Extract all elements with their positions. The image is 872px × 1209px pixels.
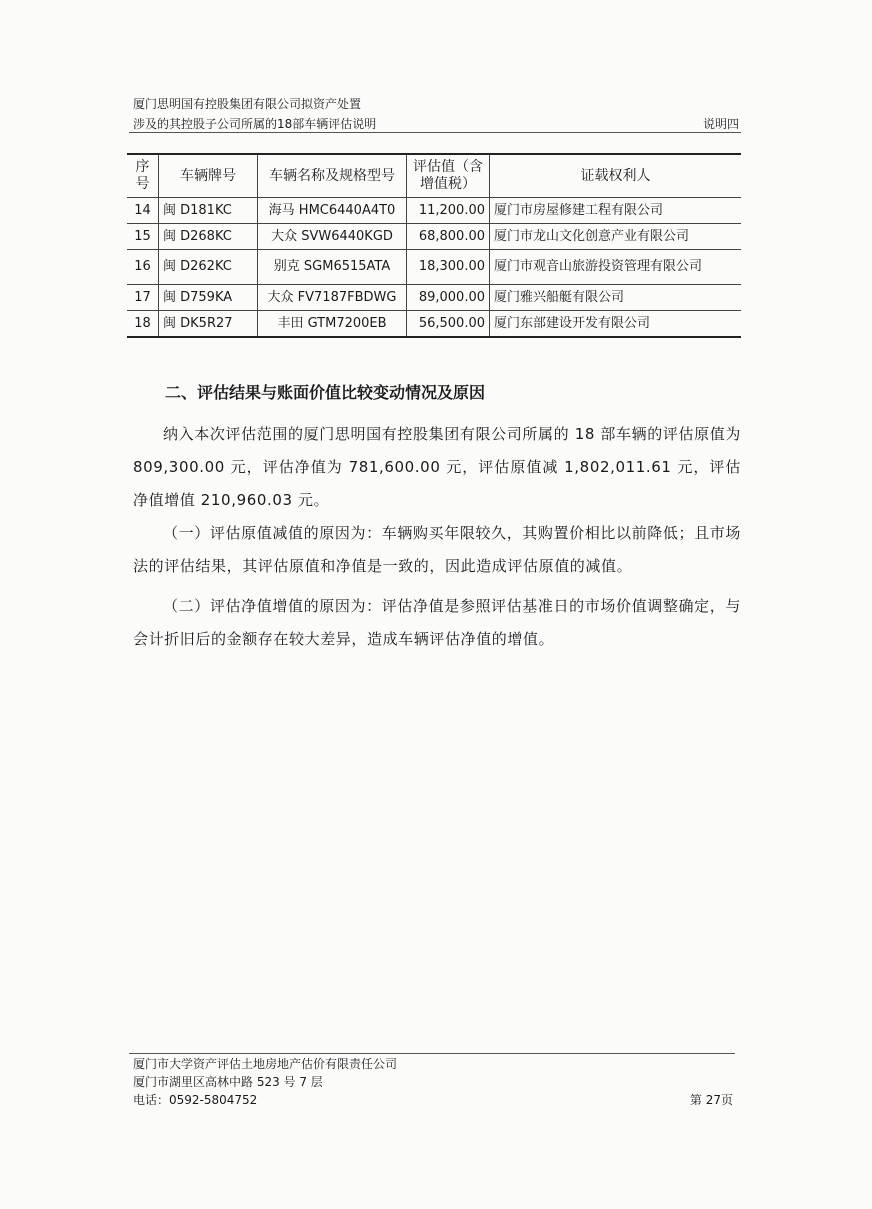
cell-plate: 闽 D181KC <box>159 198 258 224</box>
col-header-owner: 证载权利人 <box>490 154 742 198</box>
page-footer <box>133 1055 733 1109</box>
header-section-label: 说明四 <box>702 117 739 131</box>
cell-owner: 厦门雅兴船艇有限公司 <box>490 285 742 311</box>
footer-company: 厦门市大学资产评估土地房地产估价有限责任公司 <box>133 1057 398 1071</box>
cell-owner: 厦门市房屋修建工程有限公司 <box>490 198 742 224</box>
cell-plate: 闽 D268KC <box>159 224 258 250</box>
cell-owner: 厦门东部建设开发有限公司 <box>490 311 742 338</box>
header-title-line1: 厦门思明国有控股集团有限公司拟资产处置 <box>133 97 362 111</box>
paragraph-summary <box>133 418 741 517</box>
paragraph-original-value-reason <box>133 517 741 583</box>
cell-no: 15 <box>127 224 159 250</box>
cell-model: 海马 HMC6440A4T0 <box>258 198 407 224</box>
table-row <box>127 224 741 250</box>
cell-no: 17 <box>127 285 159 311</box>
page-header <box>133 94 739 134</box>
table-row <box>127 311 741 338</box>
cell-value: 18,300.00 <box>407 250 490 285</box>
cell-no: 16 <box>127 250 159 285</box>
paragraph-original-value-text: （一）评估原值减值的原因为：车辆购买年限较久，其购置价相比以前降低；且市场法的评估结果，其评估原值和净值是一致的，因此造成评估原值的减值。 <box>133 524 741 575</box>
col-header-model: 车辆名称及规格型号 <box>258 154 407 198</box>
cell-plate: 闽 D759KA <box>159 285 258 311</box>
paragraph-summary-text: 纳入本次评估范围的厦门思明国有控股集团有限公司所属的 18 部车辆的评估原值为 809,300.00 元，评估净值为 781,600.00 元，评估原值减 1,802,011.61 元，评估净值增值 210,960.03 元。 <box>133 425 741 509</box>
cell-value: 68,800.00 <box>407 224 490 250</box>
col-header-value: 评估值（含增值税） <box>407 154 490 198</box>
header-title-line2: 涉及的其控股子公司所属的18部车辆评估说明 <box>133 117 377 131</box>
cell-model: 丰田 GTM7200EB <box>258 311 407 338</box>
cell-value: 56,500.00 <box>407 311 490 338</box>
cell-value: 11,200.00 <box>407 198 490 224</box>
table-row <box>127 285 741 311</box>
cell-model: 别克 SGM6515ATA <box>258 250 407 285</box>
cell-owner: 厦门市龙山文化创意产业有限公司 <box>490 224 742 250</box>
footer-phone: 电话：0592-5804752 <box>133 1093 258 1107</box>
footer-address: 厦门市湖里区高林中路 523 号 7 层 <box>133 1075 323 1089</box>
section-heading: 二、评估结果与账面价值比较变动情况及原因 <box>165 383 486 402</box>
page-number: 第 27页 <box>689 1093 733 1107</box>
paragraph-net-value-reason <box>133 590 741 656</box>
footer-divider <box>129 1053 735 1054</box>
table-row <box>127 198 741 224</box>
col-header-plate: 车辆牌号 <box>159 154 258 198</box>
cell-model: 大众 SVW6440KGD <box>258 224 407 250</box>
cell-plate: 闽 D262KC <box>159 250 258 285</box>
paragraph-net-value-text: （二）评估净值增值的原因为：评估净值是参照评估基准日的市场价值调整确定，与会计折旧后的金额存在较大差异，造成车辆评估净值的增值。 <box>133 597 741 648</box>
table-row <box>127 250 741 285</box>
table-header-row <box>127 154 741 198</box>
cell-value: 89,000.00 <box>407 285 490 311</box>
cell-no: 14 <box>127 198 159 224</box>
header-divider <box>129 132 741 133</box>
cell-model: 大众 FV7187FBDWG <box>258 285 407 311</box>
cell-plate: 闽 DK5R27 <box>159 311 258 338</box>
vehicle-table <box>127 153 741 338</box>
cell-no: 18 <box>127 311 159 338</box>
col-header-no: 序号 <box>127 154 159 198</box>
cell-owner: 厦门市观音山旅游投资管理有限公司 <box>490 250 742 285</box>
